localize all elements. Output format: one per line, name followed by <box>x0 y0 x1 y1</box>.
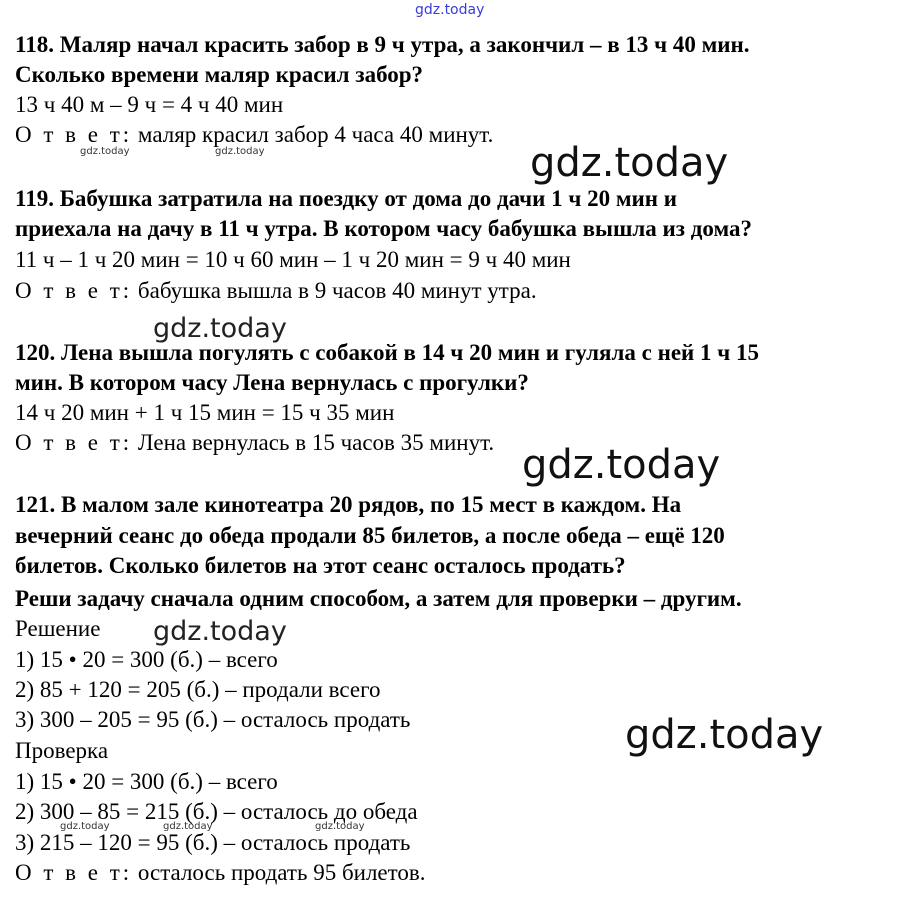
answer-label: О т в е т: <box>15 430 133 455</box>
answer-label: О т в е т: <box>15 122 133 147</box>
problem-121-check-step-2: 2) 300 – 85 = 215 (б.) – осталось до обеда <box>15 799 418 824</box>
problem-119-answer <box>15 276 537 306</box>
answer-text: маляр красил забор 4 часа 40 минут. <box>137 122 494 147</box>
problem-119-statement-line-2: приехала на дачу в 11 ч утра. В котором часу бабушка вышла из дома? <box>15 216 752 241</box>
problem-121-solution-heading: Решение <box>15 616 101 641</box>
problem-118-statement-line-1: 118. Маляр начал красить забор в 9 ч утра, а закончил – в 13 ч 40 мин. <box>15 32 750 57</box>
answer-label: О т в е т: <box>15 860 133 885</box>
problem-121-solution-step-2: 2) 85 + 120 = 205 (б.) – продали всего <box>15 677 381 702</box>
problem-119-solution: 11 ч – 1 ч 20 мин = 10 ч 60 мин – 1 ч 20 мин = 9 ч 40 мин <box>15 247 571 272</box>
answer-text: осталось продать 95 билетов. <box>137 860 426 885</box>
problem-120-statement-line-2: мин. В котором часу Лена вернулась с прогулки? <box>15 370 529 395</box>
watermark-small-3: gdz.today <box>60 821 110 832</box>
problem-121-statement-line-3: билетов. Сколько билетов на этот сеанс осталось продать? <box>15 553 626 578</box>
watermark-small-5: gdz.today <box>315 821 365 832</box>
problem-121-solution-step-3: 3) 300 – 205 = 95 (б.) – осталось продать <box>15 707 411 732</box>
watermark-large-3: gdz.today <box>625 712 824 758</box>
problem-121-answer <box>15 858 426 888</box>
problem-121-statement-line-4: Реши задачу сначала одним способом, а затем для проверки – другим. <box>15 586 742 611</box>
watermark-medium-1: gdz.today <box>153 313 287 344</box>
problem-121-check-step-3: 3) 215 – 120 = 95 (б.) – осталось продать <box>15 830 411 855</box>
problem-118-answer <box>15 120 493 150</box>
problem-121-solution-step-1: 1) 15 • 20 = 300 (б.) – всего <box>15 647 278 672</box>
watermark-medium-2: gdz.today <box>153 616 287 647</box>
answer-text: Лена вернулась в 15 часов 35 минут. <box>137 430 495 455</box>
watermark-large-1: gdz.today <box>530 140 729 186</box>
problem-119-statement-line-1: 119. Бабушка затратила на поездку от дома до дачи 1 ч 20 мин и <box>15 186 678 211</box>
problem-118-statement-line-2: Сколько времени маляр красил забор? <box>15 62 424 87</box>
problem-121-check-step-1: 1) 15 • 20 = 300 (б.) – всего <box>15 769 278 794</box>
watermark-large-2: gdz.today <box>522 442 721 488</box>
problem-118-solution: 13 ч 40 м – 9 ч = 4 ч 40 мин <box>15 92 284 117</box>
watermark-top: gdz.today <box>415 2 485 18</box>
problem-121-statement-line-2: вечерний сеанс до обеда продали 85 билетов, а после обеда – ещё 120 <box>15 523 725 548</box>
watermark-small-4: gdz.today <box>163 821 213 832</box>
problem-120-solution: 14 ч 20 мин + 1 ч 15 мин = 15 ч 35 мин <box>15 400 395 425</box>
watermark-small-2: gdz.today <box>215 146 265 157</box>
problem-121-statement-line-1: 121. В малом зале кинотеатра 20 рядов, по 15 мест в каждом. На <box>15 492 682 517</box>
watermark-small-1: gdz.today <box>80 146 130 157</box>
problem-120-answer <box>15 428 494 458</box>
answer-label: О т в е т: <box>15 278 133 303</box>
answer-text: бабушка вышла в 9 часов 40 минут утра. <box>137 278 537 303</box>
problem-120-statement-line-1: 120. Лена вышла погулять с собакой в 14 ч 20 мин и гуляла с ней 1 ч 15 <box>15 340 760 365</box>
problem-121-check-heading: Проверка <box>15 738 109 763</box>
